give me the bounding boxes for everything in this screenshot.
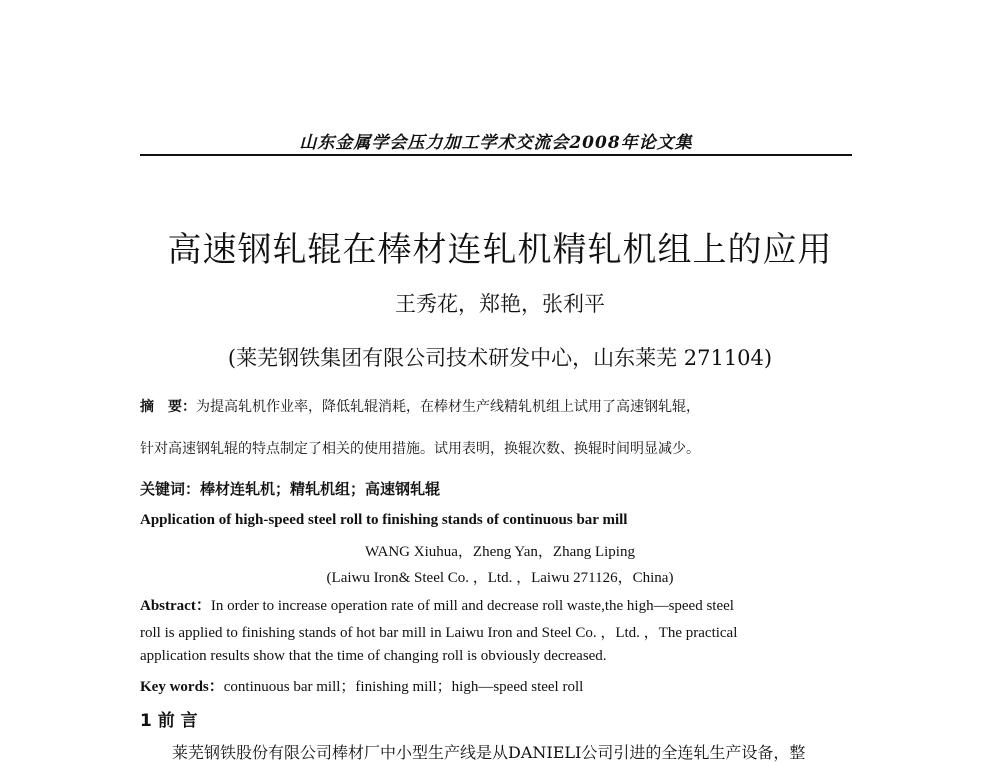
chinese-keywords — [140, 478, 440, 499]
paper-authors: 王秀花，郑艳，张利平 — [395, 292, 605, 316]
english-abstract-line-2: roll is applied to finishing stands of hot bar mill in Laiwu Iron and Steel Co. ，Ltd. ，The practical — [140, 625, 738, 641]
journal-header: 山东金属学会压力加工学术交流会2008年论文集 — [299, 133, 693, 153]
keywords-label: 关键词： — [140, 480, 201, 498]
chinese-abstract-line-1 — [140, 396, 860, 416]
english-title: Application of high-speed steel roll to finishing stands of continuous bar mill — [140, 512, 628, 528]
keywords-text: 棒材连轧机；精轧机组；高速钢轧辊 — [200, 480, 441, 498]
abstract-text-1: 为提高轧机作业率，降低轧辊消耗，在棒材生产线精轧机组上试用了高速钢轧辊， — [196, 399, 700, 415]
paper-affiliation: (莱芜钢铁集团有限公司技术研发中心，山东莱芜 271104) — [227, 346, 773, 370]
english-abstract-line-3: application results show that the time of changing roll is obviously decreased. — [140, 648, 607, 664]
chinese-abstract-line-2: 针对高速钢轧辊的特点制定了相关的使用措施。试用表明，换辊次数、换辊时间明显减少。 — [140, 441, 700, 457]
english-abstract-label: Abstract： — [140, 598, 211, 614]
english-keywords — [140, 675, 583, 696]
english-authors: WANG Xiuhua，Zheng Yan，Zhang Liping — [365, 544, 635, 560]
header-rule — [140, 154, 852, 156]
english-affiliation: (Laiwu Iron& Steel Co. ，Ltd. ，Laiwu 271126，China) — [326, 570, 674, 586]
body-text-line: 莱芜钢铁股份有限公司棒材厂中小型生产线是从DANIELI公司引进的全连轧生产设备，整 — [172, 743, 806, 762]
abstract-label: 摘 要： — [140, 399, 196, 415]
english-keywords-label: Key words： — [140, 679, 224, 695]
paper-title: 高速钢轧辊在棒材连轧机精轧机组上的应用 — [167, 230, 833, 270]
section-heading: 1 前 言 — [140, 711, 198, 731]
english-abstract-text-1: In order to increase operation rate of mill and decrease roll waste,the high—speed steel — [210, 598, 734, 614]
english-abstract-line-1 — [140, 594, 734, 615]
english-keywords-text: continuous bar mill；finishing mill；high—speed steel roll — [223, 679, 584, 695]
